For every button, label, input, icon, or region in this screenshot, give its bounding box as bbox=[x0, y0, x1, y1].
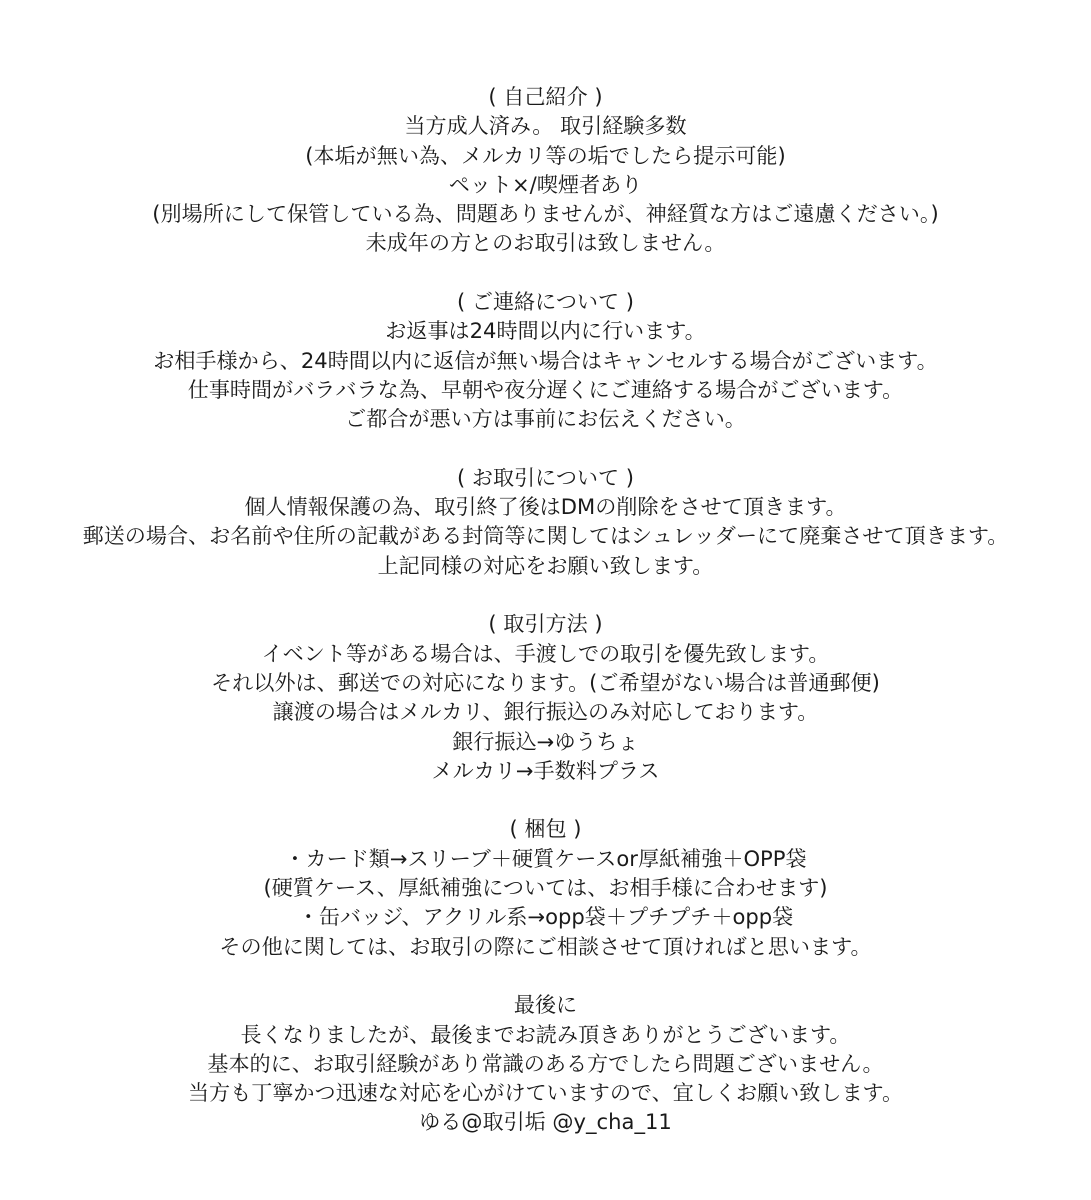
text-line: その他に関しては、お取引の際にご相談させて頂ければと思います。 bbox=[219, 933, 872, 959]
text-line: 上記同様の対応をお願い致します。 bbox=[377, 552, 714, 578]
profile-document bbox=[0, 82, 1091, 1137]
text-line: イベント等がある場合は、手渡しでの取引を優先致します。 bbox=[261, 640, 830, 666]
text-line: それ以外は、郵送での対応になります。(ご希望がない場合は普通郵便) bbox=[211, 669, 880, 695]
text-line: ご都合が悪い方は事前にお伝えください。 bbox=[345, 406, 746, 432]
section-heading: ( 自己紹介 ) bbox=[488, 84, 603, 109]
text-line: ・缶バッジ、アクリル系→opp袋＋プチプチ＋opp袋 bbox=[297, 904, 794, 930]
section-heading: ( 取引方法 ) bbox=[488, 611, 603, 637]
text-line: 当方成人済み。 取引経験多数 bbox=[404, 113, 687, 139]
text-line: ・カード類→スリーブ＋硬質ケースor厚紙補強＋OPP袋 bbox=[284, 845, 807, 871]
section-trade-method bbox=[0, 609, 1091, 785]
text-line: 銀行振込→ゆうちょ bbox=[452, 728, 639, 754]
text-line: メルカリ→手数料プラス bbox=[431, 757, 660, 783]
signature-line: ゆる@取引垢 @y_cha_11 bbox=[419, 1109, 672, 1135]
section-transactions bbox=[0, 463, 1091, 580]
text-line: ペット×/喫煙者あり bbox=[448, 171, 643, 197]
section-heading: ( ご連絡について ) bbox=[456, 289, 635, 315]
section-closing bbox=[0, 990, 1091, 1136]
text-line: お返事は24時間以内に行います。 bbox=[385, 318, 706, 344]
section-heading: 最後に bbox=[513, 992, 578, 1018]
text-line: 未成年の方とのお取引は致しません。 bbox=[365, 230, 726, 256]
section-contact bbox=[0, 287, 1091, 433]
text-line: 基本的に、お取引経験があり常識のある方でしたら問題ございません。 bbox=[207, 1050, 884, 1076]
section-heading: ( お取引について ) bbox=[456, 464, 635, 490]
text-line: 郵送の場合、お名前や住所の記載がある封筒等に関してはシュレッダーにて廃棄させて頂きます。 bbox=[82, 523, 1009, 549]
section-packaging bbox=[0, 814, 1091, 960]
section-heading: ( 梱包 ) bbox=[509, 816, 582, 842]
text-line: (硬質ケース、厚紙補強については、お相手様に合わせます) bbox=[263, 875, 828, 901]
text-line: (本垢が無い為、メルカリ等の垢でしたら提示可能) bbox=[305, 142, 786, 168]
text-line: 譲渡の場合はメルカリ、銀行振込のみ対応しております。 bbox=[272, 699, 819, 725]
section-self-introduction bbox=[0, 82, 1091, 258]
text-line: (別場所にして保管している為、問題ありませんが、神経質な方はご遠慮ください。) bbox=[152, 201, 939, 227]
text-line: 長くなりましたが、最後までお読み頂きありがとうございます。 bbox=[240, 1021, 851, 1047]
text-line: 個人情報保護の為、取引終了後はDMの削除をさせて頂きます。 bbox=[244, 494, 847, 520]
text-line: お相手様から、24時間以内に返信が無い場合はキャンセルする場合がございます。 bbox=[153, 347, 938, 373]
text-line: 当方も丁寧かつ迅速な対応を心がけていますので、宜しくお願い致します。 bbox=[187, 1080, 904, 1106]
text-line: 仕事時間がバラバラな為、早朝や夜分遅くにご連絡する場合がございます。 bbox=[187, 376, 904, 402]
